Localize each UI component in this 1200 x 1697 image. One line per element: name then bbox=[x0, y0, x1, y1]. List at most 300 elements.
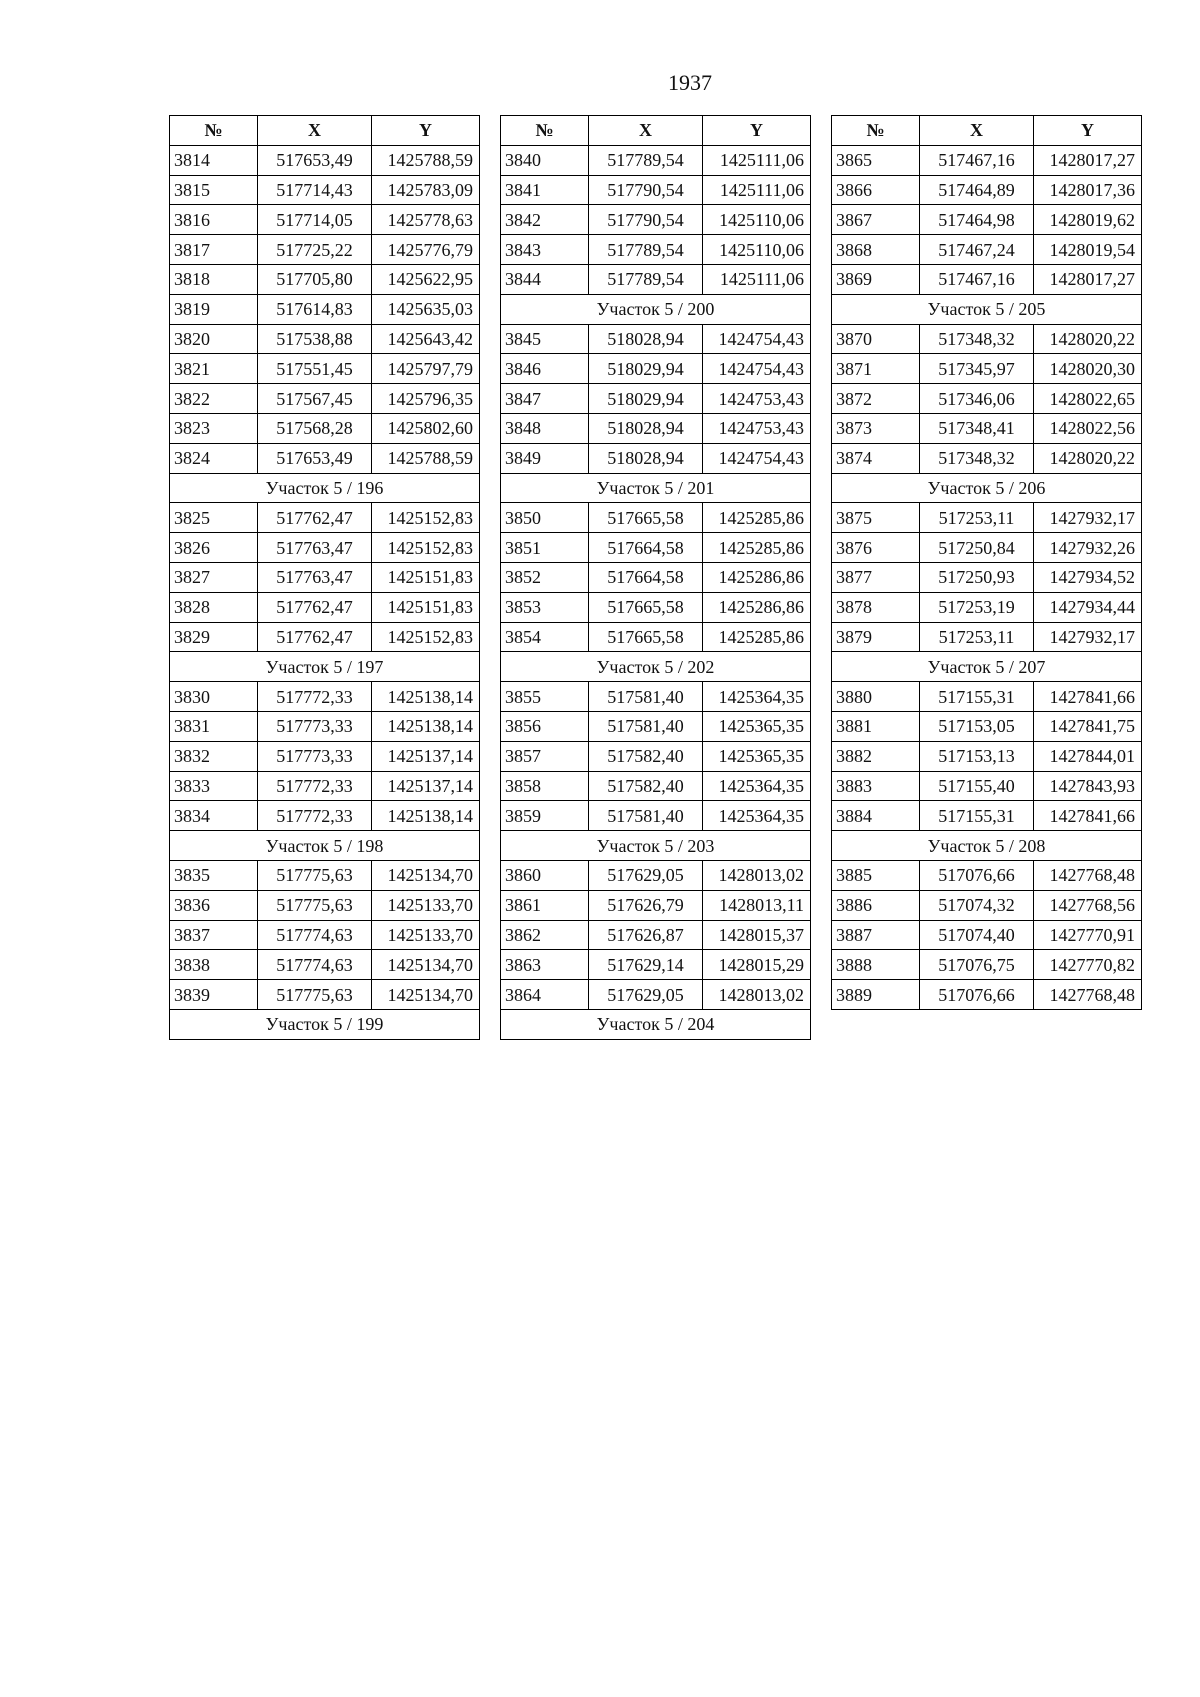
table-row bbox=[832, 145, 1142, 175]
point-number-cell: 3859 bbox=[501, 801, 589, 831]
point-number-cell: 3856 bbox=[501, 711, 589, 741]
y-coordinate-cell: 1425137,14 bbox=[372, 741, 480, 771]
x-coordinate-cell: 517762,47 bbox=[258, 592, 372, 622]
y-coordinate-cell: 1427768,48 bbox=[1034, 980, 1142, 1010]
y-coordinate-cell: 1424754,43 bbox=[703, 324, 811, 354]
table-row bbox=[170, 920, 480, 950]
point-number-cell: 3818 bbox=[170, 264, 258, 294]
point-number-cell: 3820 bbox=[170, 324, 258, 354]
point-number-cell: 3825 bbox=[170, 503, 258, 533]
point-number-cell: 3862 bbox=[501, 920, 589, 950]
x-coordinate-cell: 518029,94 bbox=[589, 384, 703, 414]
point-number-cell: 3819 bbox=[170, 294, 258, 324]
point-number-cell: 3848 bbox=[501, 413, 589, 443]
table-row bbox=[170, 980, 480, 1010]
point-number-cell: 3824 bbox=[170, 443, 258, 473]
section-row bbox=[832, 473, 1142, 503]
y-coordinate-cell: 1428022,56 bbox=[1034, 413, 1142, 443]
column-header-number: № bbox=[170, 116, 258, 146]
table-header-row bbox=[501, 116, 811, 146]
section-label: Участок 5 / 197 bbox=[170, 652, 480, 682]
point-number-cell: 3874 bbox=[832, 443, 920, 473]
section-row bbox=[832, 294, 1142, 324]
y-coordinate-cell: 1425133,70 bbox=[372, 920, 480, 950]
y-coordinate-cell: 1425364,35 bbox=[703, 801, 811, 831]
table-row bbox=[170, 384, 480, 414]
table-row bbox=[832, 443, 1142, 473]
y-coordinate-cell: 1428013,02 bbox=[703, 860, 811, 890]
point-number-cell: 3829 bbox=[170, 622, 258, 652]
y-coordinate-cell: 1425783,09 bbox=[372, 175, 480, 205]
column-header-number: № bbox=[501, 116, 589, 146]
x-coordinate-cell: 517250,93 bbox=[920, 562, 1034, 592]
point-number-cell: 3861 bbox=[501, 890, 589, 920]
table-row bbox=[170, 801, 480, 831]
section-label: Участок 5 / 198 bbox=[170, 831, 480, 861]
point-number-cell: 3823 bbox=[170, 413, 258, 443]
table-row bbox=[501, 264, 811, 294]
x-coordinate-cell: 517551,45 bbox=[258, 354, 372, 384]
point-number-cell: 3826 bbox=[170, 533, 258, 563]
table-row bbox=[501, 890, 811, 920]
y-coordinate-cell: 1425152,83 bbox=[372, 503, 480, 533]
y-coordinate-cell: 1427768,48 bbox=[1034, 860, 1142, 890]
table-row bbox=[501, 354, 811, 384]
y-coordinate-cell: 1425133,70 bbox=[372, 890, 480, 920]
x-coordinate-cell: 517774,63 bbox=[258, 920, 372, 950]
x-coordinate-cell: 517253,11 bbox=[920, 503, 1034, 533]
y-coordinate-cell: 1425286,86 bbox=[703, 592, 811, 622]
section-row bbox=[501, 652, 811, 682]
table-row bbox=[832, 354, 1142, 384]
y-coordinate-cell: 1425285,86 bbox=[703, 533, 811, 563]
point-number-cell: 3883 bbox=[832, 771, 920, 801]
point-number-cell: 3830 bbox=[170, 682, 258, 712]
point-number-cell: 3866 bbox=[832, 175, 920, 205]
y-coordinate-cell: 1427932,17 bbox=[1034, 503, 1142, 533]
y-coordinate-cell: 1427841,66 bbox=[1034, 801, 1142, 831]
x-coordinate-cell: 517153,13 bbox=[920, 741, 1034, 771]
x-coordinate-cell: 517348,32 bbox=[920, 324, 1034, 354]
table-row bbox=[501, 324, 811, 354]
table-row bbox=[170, 443, 480, 473]
x-coordinate-cell: 517653,49 bbox=[258, 145, 372, 175]
y-coordinate-cell: 1427841,66 bbox=[1034, 682, 1142, 712]
table-row bbox=[170, 592, 480, 622]
x-coordinate-cell: 518029,94 bbox=[589, 354, 703, 384]
point-number-cell: 3845 bbox=[501, 324, 589, 354]
x-coordinate-cell: 517467,16 bbox=[920, 145, 1034, 175]
x-coordinate-cell: 517773,33 bbox=[258, 741, 372, 771]
table-row bbox=[170, 890, 480, 920]
x-coordinate-cell: 517763,47 bbox=[258, 533, 372, 563]
table-row bbox=[501, 175, 811, 205]
table-row bbox=[832, 920, 1142, 950]
point-number-cell: 3854 bbox=[501, 622, 589, 652]
table-row bbox=[501, 533, 811, 563]
table-header-row bbox=[170, 116, 480, 146]
y-coordinate-cell: 1425151,83 bbox=[372, 562, 480, 592]
x-coordinate-cell: 517789,54 bbox=[589, 235, 703, 265]
x-coordinate-cell: 518028,94 bbox=[589, 443, 703, 473]
table-row bbox=[501, 980, 811, 1010]
table-row bbox=[501, 562, 811, 592]
x-coordinate-cell: 517775,63 bbox=[258, 860, 372, 890]
y-coordinate-cell: 1425285,86 bbox=[703, 622, 811, 652]
y-coordinate-cell: 1425635,03 bbox=[372, 294, 480, 324]
y-coordinate-cell: 1427932,17 bbox=[1034, 622, 1142, 652]
y-coordinate-cell: 1425110,06 bbox=[703, 205, 811, 235]
table-row bbox=[170, 294, 480, 324]
x-coordinate-cell: 517348,41 bbox=[920, 413, 1034, 443]
section-label: Участок 5 / 208 bbox=[832, 831, 1142, 861]
point-number-cell: 3836 bbox=[170, 890, 258, 920]
point-number-cell: 3839 bbox=[170, 980, 258, 1010]
x-coordinate-cell: 517725,22 bbox=[258, 235, 372, 265]
section-row bbox=[501, 473, 811, 503]
point-number-cell: 3870 bbox=[832, 324, 920, 354]
table-row bbox=[832, 980, 1142, 1010]
y-coordinate-cell: 1425802,60 bbox=[372, 413, 480, 443]
x-coordinate-cell: 517155,31 bbox=[920, 682, 1034, 712]
y-coordinate-cell: 1425111,06 bbox=[703, 145, 811, 175]
section-label: Участок 5 / 202 bbox=[501, 652, 811, 682]
x-coordinate-cell: 517629,14 bbox=[589, 950, 703, 980]
x-coordinate-cell: 517665,58 bbox=[589, 622, 703, 652]
y-coordinate-cell: 1425111,06 bbox=[703, 264, 811, 294]
point-number-cell: 3872 bbox=[832, 384, 920, 414]
table-row bbox=[170, 235, 480, 265]
x-coordinate-cell: 517714,43 bbox=[258, 175, 372, 205]
point-number-cell: 3837 bbox=[170, 920, 258, 950]
y-coordinate-cell: 1428019,54 bbox=[1034, 235, 1142, 265]
point-number-cell: 3880 bbox=[832, 682, 920, 712]
point-number-cell: 3865 bbox=[832, 145, 920, 175]
point-number-cell: 3835 bbox=[170, 860, 258, 890]
y-coordinate-cell: 1428022,65 bbox=[1034, 384, 1142, 414]
x-coordinate-cell: 517626,79 bbox=[589, 890, 703, 920]
table-row bbox=[501, 771, 811, 801]
y-coordinate-cell: 1425788,59 bbox=[372, 443, 480, 473]
table-row bbox=[832, 175, 1142, 205]
point-number-cell: 3846 bbox=[501, 354, 589, 384]
table-row bbox=[170, 562, 480, 592]
section-row bbox=[170, 652, 480, 682]
y-coordinate-cell: 1425134,70 bbox=[372, 950, 480, 980]
y-coordinate-cell: 1425778,63 bbox=[372, 205, 480, 235]
x-coordinate-cell: 517155,31 bbox=[920, 801, 1034, 831]
y-coordinate-cell: 1425797,79 bbox=[372, 354, 480, 384]
table-row bbox=[832, 503, 1142, 533]
x-coordinate-cell: 517581,40 bbox=[589, 682, 703, 712]
table-row bbox=[501, 741, 811, 771]
table-row bbox=[501, 503, 811, 533]
coordinates-table-2 bbox=[500, 115, 811, 1040]
x-coordinate-cell: 517074,40 bbox=[920, 920, 1034, 950]
point-number-cell: 3852 bbox=[501, 562, 589, 592]
section-row bbox=[170, 831, 480, 861]
y-coordinate-cell: 1425286,86 bbox=[703, 562, 811, 592]
x-coordinate-cell: 517582,40 bbox=[589, 771, 703, 801]
x-coordinate-cell: 517772,33 bbox=[258, 682, 372, 712]
x-coordinate-cell: 517076,66 bbox=[920, 980, 1034, 1010]
x-coordinate-cell: 517790,54 bbox=[589, 205, 703, 235]
x-coordinate-cell: 517790,54 bbox=[589, 175, 703, 205]
table-row bbox=[501, 860, 811, 890]
y-coordinate-cell: 1428020,22 bbox=[1034, 443, 1142, 473]
y-coordinate-cell: 1427841,75 bbox=[1034, 711, 1142, 741]
table-row bbox=[832, 592, 1142, 622]
point-number-cell: 3885 bbox=[832, 860, 920, 890]
point-number-cell: 3889 bbox=[832, 980, 920, 1010]
x-coordinate-cell: 517567,45 bbox=[258, 384, 372, 414]
table-row bbox=[501, 801, 811, 831]
y-coordinate-cell: 1424753,43 bbox=[703, 384, 811, 414]
table-row bbox=[170, 205, 480, 235]
y-coordinate-cell: 1425138,14 bbox=[372, 711, 480, 741]
y-coordinate-cell: 1424753,43 bbox=[703, 413, 811, 443]
table-row bbox=[501, 950, 811, 980]
x-coordinate-cell: 517250,84 bbox=[920, 533, 1034, 563]
page-number: 1937 bbox=[668, 70, 712, 95]
y-coordinate-cell: 1425137,14 bbox=[372, 771, 480, 801]
table-row bbox=[501, 682, 811, 712]
point-number-cell: 3888 bbox=[832, 950, 920, 980]
table-row bbox=[170, 682, 480, 712]
y-coordinate-cell: 1425285,86 bbox=[703, 503, 811, 533]
x-coordinate-cell: 517538,88 bbox=[258, 324, 372, 354]
section-label: Участок 5 / 200 bbox=[501, 294, 811, 324]
coordinates-table-3 bbox=[831, 115, 1142, 1010]
column-header-x: X bbox=[589, 116, 703, 146]
x-coordinate-cell: 517772,33 bbox=[258, 771, 372, 801]
section-row bbox=[501, 294, 811, 324]
table-row bbox=[832, 801, 1142, 831]
section-label: Участок 5 / 206 bbox=[832, 473, 1142, 503]
column-header-y: Y bbox=[372, 116, 480, 146]
x-coordinate-cell: 517345,97 bbox=[920, 354, 1034, 384]
table-row bbox=[170, 145, 480, 175]
table-row bbox=[170, 533, 480, 563]
point-number-cell: 3858 bbox=[501, 771, 589, 801]
table-row bbox=[501, 413, 811, 443]
table-row bbox=[832, 890, 1142, 920]
x-coordinate-cell: 517467,16 bbox=[920, 264, 1034, 294]
y-coordinate-cell: 1427934,44 bbox=[1034, 592, 1142, 622]
y-coordinate-cell: 1425643,42 bbox=[372, 324, 480, 354]
x-coordinate-cell: 517467,24 bbox=[920, 235, 1034, 265]
column-header-y: Y bbox=[703, 116, 811, 146]
x-coordinate-cell: 517614,83 bbox=[258, 294, 372, 324]
table-row bbox=[832, 533, 1142, 563]
y-coordinate-cell: 1428013,02 bbox=[703, 980, 811, 1010]
table-row bbox=[832, 682, 1142, 712]
section-label: Участок 5 / 204 bbox=[501, 1009, 811, 1039]
table-row bbox=[832, 950, 1142, 980]
y-coordinate-cell: 1425776,79 bbox=[372, 235, 480, 265]
x-coordinate-cell: 517762,47 bbox=[258, 622, 372, 652]
point-number-cell: 3822 bbox=[170, 384, 258, 414]
y-coordinate-cell: 1425138,14 bbox=[372, 801, 480, 831]
point-number-cell: 3838 bbox=[170, 950, 258, 980]
table-row bbox=[501, 145, 811, 175]
y-coordinate-cell: 1425788,59 bbox=[372, 145, 480, 175]
point-number-cell: 3821 bbox=[170, 354, 258, 384]
section-label: Участок 5 / 203 bbox=[501, 831, 811, 861]
table-row bbox=[832, 771, 1142, 801]
point-number-cell: 3855 bbox=[501, 682, 589, 712]
point-number-cell: 3869 bbox=[832, 264, 920, 294]
table-row bbox=[501, 592, 811, 622]
x-coordinate-cell: 517153,05 bbox=[920, 711, 1034, 741]
table-row bbox=[832, 860, 1142, 890]
y-coordinate-cell: 1425151,83 bbox=[372, 592, 480, 622]
point-number-cell: 3843 bbox=[501, 235, 589, 265]
point-number-cell: 3887 bbox=[832, 920, 920, 950]
point-number-cell: 3863 bbox=[501, 950, 589, 980]
section-row bbox=[170, 473, 480, 503]
point-number-cell: 3868 bbox=[832, 235, 920, 265]
section-label: Участок 5 / 201 bbox=[501, 473, 811, 503]
table-row bbox=[501, 711, 811, 741]
table-row bbox=[832, 235, 1142, 265]
point-number-cell: 3815 bbox=[170, 175, 258, 205]
point-number-cell: 3847 bbox=[501, 384, 589, 414]
x-coordinate-cell: 517665,58 bbox=[589, 592, 703, 622]
section-row bbox=[501, 831, 811, 861]
y-coordinate-cell: 1425111,06 bbox=[703, 175, 811, 205]
point-number-cell: 3871 bbox=[832, 354, 920, 384]
x-coordinate-cell: 517464,89 bbox=[920, 175, 1034, 205]
y-coordinate-cell: 1425134,70 bbox=[372, 980, 480, 1010]
y-coordinate-cell: 1427934,52 bbox=[1034, 562, 1142, 592]
x-coordinate-cell: 517762,47 bbox=[258, 503, 372, 533]
x-coordinate-cell: 517665,58 bbox=[589, 503, 703, 533]
table-row bbox=[501, 384, 811, 414]
y-coordinate-cell: 1428020,22 bbox=[1034, 324, 1142, 354]
point-number-cell: 3816 bbox=[170, 205, 258, 235]
x-coordinate-cell: 517773,33 bbox=[258, 711, 372, 741]
x-coordinate-cell: 517348,32 bbox=[920, 443, 1034, 473]
point-number-cell: 3849 bbox=[501, 443, 589, 473]
x-coordinate-cell: 517775,63 bbox=[258, 980, 372, 1010]
point-number-cell: 3867 bbox=[832, 205, 920, 235]
y-coordinate-cell: 1428020,30 bbox=[1034, 354, 1142, 384]
point-number-cell: 3842 bbox=[501, 205, 589, 235]
point-number-cell: 3834 bbox=[170, 801, 258, 831]
x-coordinate-cell: 517568,28 bbox=[258, 413, 372, 443]
x-coordinate-cell: 517626,87 bbox=[589, 920, 703, 950]
x-coordinate-cell: 517464,98 bbox=[920, 205, 1034, 235]
point-number-cell: 3833 bbox=[170, 771, 258, 801]
point-number-cell: 3840 bbox=[501, 145, 589, 175]
x-coordinate-cell: 517629,05 bbox=[589, 860, 703, 890]
y-coordinate-cell: 1425622,95 bbox=[372, 264, 480, 294]
table-header-row bbox=[832, 116, 1142, 146]
section-label: Участок 5 / 207 bbox=[832, 652, 1142, 682]
column-header-x: X bbox=[920, 116, 1034, 146]
table-row bbox=[170, 324, 480, 354]
point-number-cell: 3884 bbox=[832, 801, 920, 831]
y-coordinate-cell: 1428017,27 bbox=[1034, 264, 1142, 294]
table-row bbox=[832, 741, 1142, 771]
table-row bbox=[170, 741, 480, 771]
section-row bbox=[832, 831, 1142, 861]
table-row bbox=[832, 711, 1142, 741]
table-row bbox=[170, 711, 480, 741]
point-number-cell: 3877 bbox=[832, 562, 920, 592]
table-row bbox=[832, 622, 1142, 652]
table-row bbox=[832, 384, 1142, 414]
y-coordinate-cell: 1427770,82 bbox=[1034, 950, 1142, 980]
y-coordinate-cell: 1425796,35 bbox=[372, 384, 480, 414]
column-header-number: № bbox=[832, 116, 920, 146]
x-coordinate-cell: 517581,40 bbox=[589, 711, 703, 741]
table-row bbox=[170, 354, 480, 384]
y-coordinate-cell: 1428017,27 bbox=[1034, 145, 1142, 175]
x-coordinate-cell: 517714,05 bbox=[258, 205, 372, 235]
y-coordinate-cell: 1427932,26 bbox=[1034, 533, 1142, 563]
y-coordinate-cell: 1428015,37 bbox=[703, 920, 811, 950]
point-number-cell: 3827 bbox=[170, 562, 258, 592]
y-coordinate-cell: 1424754,43 bbox=[703, 354, 811, 384]
x-coordinate-cell: 517582,40 bbox=[589, 741, 703, 771]
table-row bbox=[170, 175, 480, 205]
point-number-cell: 3851 bbox=[501, 533, 589, 563]
point-number-cell: 3878 bbox=[832, 592, 920, 622]
y-coordinate-cell: 1428013,11 bbox=[703, 890, 811, 920]
section-row bbox=[501, 1009, 811, 1039]
x-coordinate-cell: 517346,06 bbox=[920, 384, 1034, 414]
x-coordinate-cell: 517772,33 bbox=[258, 801, 372, 831]
y-coordinate-cell: 1427768,56 bbox=[1034, 890, 1142, 920]
point-number-cell: 3844 bbox=[501, 264, 589, 294]
y-coordinate-cell: 1424754,43 bbox=[703, 443, 811, 473]
point-number-cell: 3853 bbox=[501, 592, 589, 622]
point-number-cell: 3831 bbox=[170, 711, 258, 741]
x-coordinate-cell: 517789,54 bbox=[589, 264, 703, 294]
x-coordinate-cell: 517629,05 bbox=[589, 980, 703, 1010]
y-coordinate-cell: 1425364,35 bbox=[703, 771, 811, 801]
x-coordinate-cell: 518028,94 bbox=[589, 413, 703, 443]
section-row bbox=[832, 652, 1142, 682]
y-coordinate-cell: 1427843,93 bbox=[1034, 771, 1142, 801]
x-coordinate-cell: 517705,80 bbox=[258, 264, 372, 294]
section-label: Участок 5 / 199 bbox=[170, 1009, 480, 1039]
point-number-cell: 3857 bbox=[501, 741, 589, 771]
column-header-y: Y bbox=[1034, 116, 1142, 146]
y-coordinate-cell: 1425138,14 bbox=[372, 682, 480, 712]
point-number-cell: 3864 bbox=[501, 980, 589, 1010]
table-row bbox=[170, 771, 480, 801]
point-number-cell: 3832 bbox=[170, 741, 258, 771]
x-coordinate-cell: 517076,75 bbox=[920, 950, 1034, 980]
y-coordinate-cell: 1427770,91 bbox=[1034, 920, 1142, 950]
y-coordinate-cell: 1425134,70 bbox=[372, 860, 480, 890]
table-row bbox=[832, 205, 1142, 235]
x-coordinate-cell: 517664,58 bbox=[589, 562, 703, 592]
table-row bbox=[170, 622, 480, 652]
section-label: Участок 5 / 205 bbox=[832, 294, 1142, 324]
table-row bbox=[170, 860, 480, 890]
point-number-cell: 3860 bbox=[501, 860, 589, 890]
coordinates-table-1 bbox=[169, 115, 480, 1040]
x-coordinate-cell: 517253,19 bbox=[920, 592, 1034, 622]
x-coordinate-cell: 517253,11 bbox=[920, 622, 1034, 652]
x-coordinate-cell: 517664,58 bbox=[589, 533, 703, 563]
y-coordinate-cell: 1425364,35 bbox=[703, 682, 811, 712]
y-coordinate-cell: 1425365,35 bbox=[703, 711, 811, 741]
